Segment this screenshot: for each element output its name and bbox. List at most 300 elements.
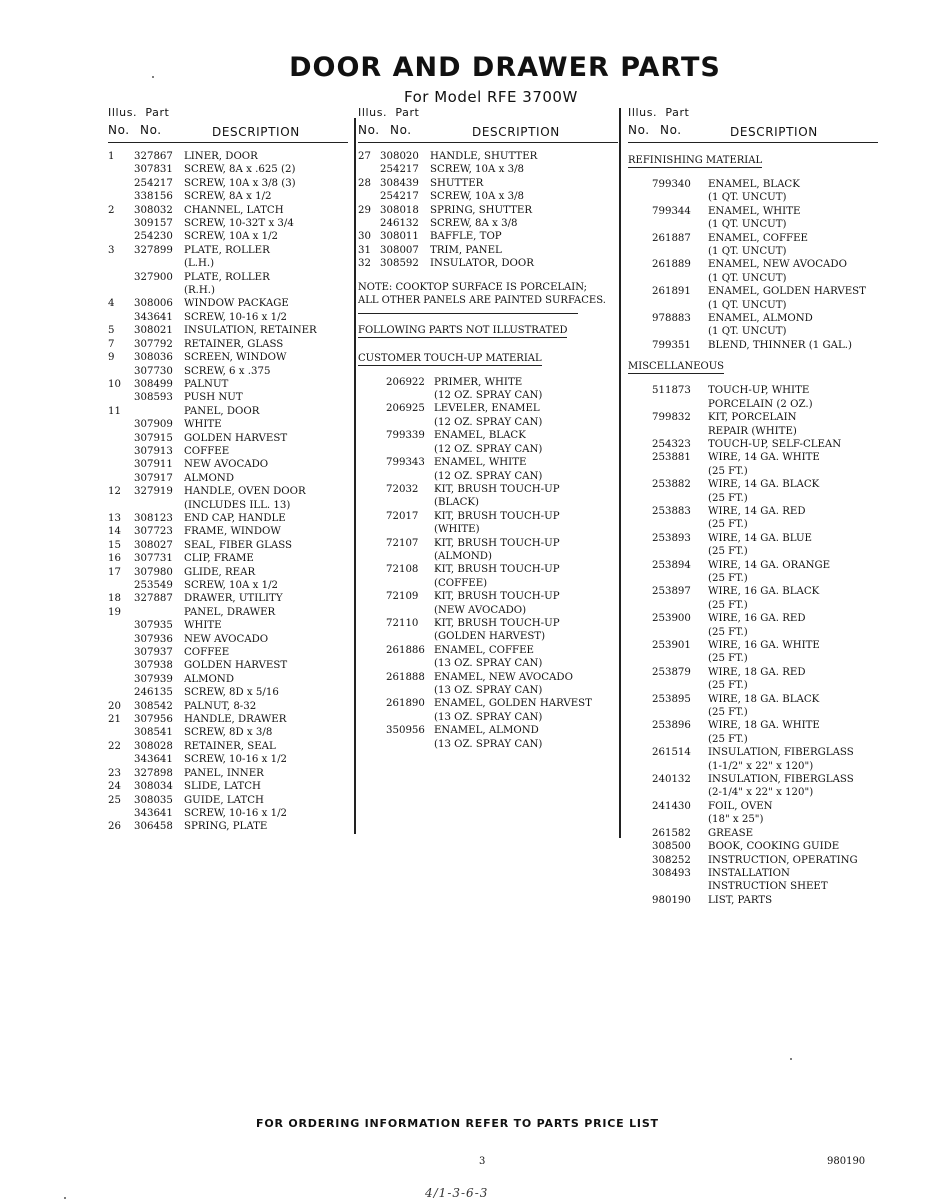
header-description: DESCRIPTION <box>212 125 300 139</box>
illus-number <box>358 684 386 697</box>
part-number: 350956 <box>386 725 425 737</box>
parts-row <box>108 432 348 445</box>
part-number: 253900 <box>652 613 691 625</box>
illus-number: 23 <box>108 767 121 779</box>
illus-number <box>108 445 134 458</box>
part-description: (25 FT.) <box>708 653 748 665</box>
parts-row <box>628 840 878 853</box>
parts-row <box>628 666 878 679</box>
illus-number <box>628 827 652 840</box>
illus-number <box>358 163 380 176</box>
part-number: 308439 <box>380 177 419 189</box>
parts-row <box>358 644 618 657</box>
part-description: SEAL, FIBER GLASS <box>184 539 292 551</box>
header-description: DESCRIPTION <box>472 125 560 139</box>
illus-number <box>358 590 386 603</box>
header-rule <box>628 142 878 143</box>
part-description: NEW AVOCADO <box>184 459 269 471</box>
illus-number <box>628 258 652 271</box>
part-description: (13 OZ. SPRAY CAN) <box>434 658 543 670</box>
part-number: 307730 <box>134 365 173 377</box>
part-number <box>652 272 708 285</box>
part-number: 308252 <box>652 854 691 866</box>
illus-number <box>628 285 652 298</box>
illus-number <box>108 271 134 284</box>
part-description: LEVELER, ENAMEL <box>434 403 540 415</box>
part-description: (1 QT. UNCUT) <box>708 219 787 231</box>
part-description: SCREW, 8A x 3/8 <box>430 218 518 230</box>
part-number: 307913 <box>134 445 173 457</box>
part-number <box>652 733 708 746</box>
illus-number: 16 <box>108 553 121 565</box>
part-description: (12 OZ. SPRAY CAN) <box>434 390 543 402</box>
header-illus: Illus. Part <box>628 106 690 119</box>
parts-row <box>108 619 348 632</box>
part-description: (COFFEE) <box>434 577 488 589</box>
parts-row <box>628 245 878 258</box>
parts-row <box>628 205 878 218</box>
part-number: 308500 <box>652 841 691 853</box>
illus-number <box>358 416 386 429</box>
part-number: 338156 <box>134 191 173 203</box>
part-description: (12 OZ. SPRAY CAN) <box>434 443 543 455</box>
illus-number <box>628 478 652 491</box>
part-number: 253894 <box>652 559 691 571</box>
illus-number <box>108 458 134 471</box>
part-number: 253896 <box>652 720 691 732</box>
part-description: NEW AVOCADO <box>184 633 269 645</box>
illus-number <box>628 492 652 505</box>
refinishing-list <box>628 178 878 352</box>
part-description: WIRE, 14 GA. ORANGE <box>708 559 831 571</box>
parts-row <box>108 499 348 512</box>
part-number <box>386 684 434 697</box>
part-number <box>652 299 708 312</box>
illus-number <box>358 510 386 523</box>
parts-row <box>108 244 348 257</box>
part-number: 206922 <box>386 376 425 388</box>
part-number: 253893 <box>652 532 691 544</box>
part-number: 246132 <box>380 218 419 230</box>
illus-number <box>358 630 386 643</box>
illus-number <box>108 230 134 243</box>
part-description: (NEW AVOCADO) <box>434 604 527 616</box>
illus-number <box>628 218 652 231</box>
parts-row <box>628 532 878 545</box>
illus-number <box>108 432 134 445</box>
part-description: HANDLE, DRAWER <box>184 714 287 726</box>
parts-row <box>628 191 878 204</box>
part-description: PALNUT, 8-32 <box>184 700 257 712</box>
part-number <box>652 191 708 204</box>
parts-row <box>358 537 618 550</box>
part-number <box>652 626 708 639</box>
part-number: 308011 <box>380 231 419 243</box>
parts-row <box>358 550 618 563</box>
parts-row <box>628 559 878 572</box>
part-description: (25 FT.) <box>708 680 748 692</box>
part-description: SCREW, 10A x 3/8 <box>430 164 524 176</box>
part-number: 261886 <box>386 644 425 656</box>
parts-row <box>628 411 878 424</box>
part-description: PALNUT <box>184 378 229 390</box>
illus-number <box>108 726 134 739</box>
parts-row <box>628 545 878 558</box>
illus-number <box>358 470 386 483</box>
part-number: 799351 <box>652 339 691 351</box>
parts-column-1 <box>108 106 348 834</box>
parts-row <box>628 312 878 325</box>
part-description: SCREW, 6 x .375 <box>184 365 271 377</box>
part-description: (13 OZ. SPRAY CAN) <box>434 738 543 750</box>
parts-row <box>358 217 618 230</box>
illus-number: 24 <box>108 781 121 793</box>
part-description: WIRE, 16 GA. WHITE <box>708 640 820 651</box>
part-number: 307915 <box>134 432 173 444</box>
parts-row <box>628 854 878 867</box>
part-description: LINER, DOOR <box>184 151 258 162</box>
part-number: 253549 <box>134 580 173 591</box>
parts-row <box>358 697 618 710</box>
illus-number <box>358 577 386 590</box>
parts-row <box>628 760 878 773</box>
part-number <box>652 572 708 585</box>
part-number: 308021 <box>134 325 173 337</box>
header-part-no: No. <box>140 123 162 137</box>
header-rule <box>358 142 618 143</box>
part-description: INSULATION, RETAINER <box>184 325 317 337</box>
illus-number: 2 <box>108 204 115 216</box>
part-number: 308034 <box>134 781 173 793</box>
illus-number: 3 <box>108 244 115 256</box>
part-description: (25 FT.) <box>708 546 748 558</box>
illus-number: 13 <box>108 512 121 524</box>
part-number: 261887 <box>652 232 691 244</box>
part-description: WHITE <box>184 419 222 431</box>
illus-number <box>628 612 652 625</box>
parts-row <box>108 391 348 404</box>
illus-number <box>108 633 134 646</box>
part-description: (13 OZ. SPRAY CAN) <box>434 685 543 696</box>
part-number: 72110 <box>386 617 419 629</box>
part-description: (1 QT. UNCUT) <box>708 246 787 258</box>
part-description: PANEL, DRAWER <box>184 606 276 618</box>
parts-list <box>108 150 348 834</box>
illus-number <box>628 312 652 325</box>
parts-row <box>108 726 348 739</box>
part-number: 72109 <box>386 591 419 603</box>
part-description: SCREW, 10-16 x 1/2 <box>184 754 288 766</box>
parts-row <box>628 258 878 271</box>
part-description: END CAP, HANDLE <box>184 512 286 524</box>
part-number: 306458 <box>134 821 173 833</box>
illus-number <box>108 472 134 485</box>
part-description: KIT, BRUSH TOUCH-UP <box>434 564 560 576</box>
parts-row <box>108 324 348 337</box>
illus-number <box>108 418 134 431</box>
part-number <box>386 630 434 643</box>
part-number: 72032 <box>386 483 419 495</box>
illus-number <box>358 697 386 710</box>
parts-row <box>358 204 618 217</box>
illus-number <box>358 724 386 737</box>
parts-row <box>358 724 618 737</box>
column-header <box>628 106 878 142</box>
header-rule <box>108 142 348 143</box>
parts-row <box>628 398 878 411</box>
parts-row <box>628 272 878 285</box>
part-number: 343641 <box>134 754 173 766</box>
page-number: 3 <box>479 1156 486 1167</box>
illus-number: 15 <box>108 539 121 551</box>
parts-row <box>358 443 618 456</box>
note-line: NOTE: COOKTOP SURFACE IS PORCELAIN; <box>358 281 587 293</box>
parts-row <box>628 880 878 893</box>
part-description: (2-1/4" x 22" x 120") <box>708 787 814 799</box>
part-number: 307935 <box>134 620 173 632</box>
part-number <box>652 518 708 531</box>
parts-row <box>628 706 878 719</box>
part-description: GLIDE, REAR <box>184 566 256 578</box>
illus-number <box>628 666 652 679</box>
part-number: 308123 <box>134 512 173 524</box>
parts-row <box>358 496 618 509</box>
part-number: 343641 <box>134 807 173 819</box>
parts-row <box>358 150 618 163</box>
parts-row <box>628 218 878 231</box>
illus-number <box>628 451 652 464</box>
illus-number <box>628 545 652 558</box>
part-description: ENAMEL, NEW AVOCADO <box>708 259 847 271</box>
part-description: (GOLDEN HARVEST) <box>434 631 546 643</box>
illus-number <box>628 178 652 191</box>
part-description: ENAMEL, WHITE <box>434 457 527 469</box>
illus-number <box>628 813 652 826</box>
header-part-no: No. <box>390 123 412 137</box>
header-illus-no: No. <box>628 123 650 137</box>
part-description: DRAWER, UTILITY <box>184 593 283 605</box>
illus-number <box>358 711 386 724</box>
part-description: WIRE, 18 GA. WHITE <box>708 720 820 732</box>
part-description: ENAMEL, NEW AVOCADO <box>434 671 573 683</box>
parts-row <box>108 338 348 351</box>
part-description: ENAMEL, GOLDEN HARVEST <box>434 698 592 710</box>
part-description: PORCELAIN (2 OZ.) <box>708 398 813 410</box>
column-divider <box>619 108 621 838</box>
parts-row <box>628 585 878 598</box>
part-description: BOOK, COOKING GUIDE <box>708 841 840 853</box>
parts-row <box>628 518 878 531</box>
illus-number: 19 <box>108 606 121 618</box>
parts-row <box>108 445 348 458</box>
illus-number: 26 <box>108 821 121 833</box>
touchup-heading: CUSTOMER TOUCH-UP MATERIAL <box>358 352 542 364</box>
part-number: 254323 <box>652 438 691 450</box>
part-number: 307980 <box>134 566 173 578</box>
illus-number: 11 <box>108 405 121 417</box>
parts-row <box>108 740 348 753</box>
part-number <box>652 706 708 719</box>
illus-number <box>628 894 652 907</box>
part-number <box>386 550 434 563</box>
header-illus-no: No. <box>358 123 380 137</box>
illus-number <box>628 854 652 867</box>
illus-number <box>628 232 652 245</box>
illus-number: 17 <box>108 566 121 578</box>
part-description: SPRING, PLATE <box>184 821 268 833</box>
illus-number <box>358 671 386 684</box>
part-description: ALMOND <box>184 472 234 484</box>
illus-number: 18 <box>108 593 121 605</box>
illus-number <box>628 880 652 893</box>
part-number <box>652 325 708 338</box>
parts-row <box>358 177 618 190</box>
part-description: KIT, BRUSH TOUCH-UP <box>434 510 560 522</box>
part-number: 308007 <box>380 244 419 256</box>
illus-number <box>628 438 652 451</box>
part-description: KIT, BRUSH TOUCH-UP <box>434 591 560 603</box>
parts-row <box>358 257 618 270</box>
surface-note <box>358 281 618 307</box>
illus-number <box>628 760 652 773</box>
illus-number <box>108 646 134 659</box>
parts-row <box>628 299 878 312</box>
parts-row <box>108 753 348 766</box>
part-number: 327887 <box>134 593 173 605</box>
illus-number: 10 <box>108 378 121 390</box>
part-description: PANEL, DOOR <box>184 405 260 417</box>
parts-row <box>358 190 618 203</box>
illus-number <box>358 550 386 563</box>
parts-row <box>628 679 878 692</box>
illus-number <box>628 867 652 880</box>
column-divider <box>354 118 356 834</box>
ordering-note: FOR ORDERING INFORMATION REFER TO PARTS PRICE LIST <box>256 1117 659 1130</box>
part-description: WIRE, 16 GA. RED <box>708 613 806 625</box>
part-number: 253901 <box>652 640 691 651</box>
parts-row <box>628 599 878 612</box>
illus-number <box>628 733 652 746</box>
part-number: 261888 <box>386 671 425 683</box>
parts-row <box>628 438 878 451</box>
part-description: (R.H.) <box>184 285 215 297</box>
part-description: ENAMEL, BLACK <box>434 430 526 442</box>
part-description: WIRE, 14 GA. BLUE <box>708 532 812 544</box>
part-description: BAFFLE, TOP <box>430 231 502 243</box>
parts-row <box>108 552 348 565</box>
part-number <box>652 245 708 258</box>
part-description: HANDLE, OVEN DOOR <box>184 486 306 498</box>
parts-row <box>628 339 878 352</box>
not-illustrated-heading: FOLLOWING PARTS NOT ILLUSTRATED <box>358 324 568 336</box>
part-description: TRIM, PANEL <box>430 244 502 256</box>
parts-row <box>108 794 348 807</box>
part-description: CHANNEL, LATCH <box>184 204 284 216</box>
part-description: (13 OZ. SPRAY CAN) <box>434 711 543 723</box>
illus-number: 5 <box>108 325 115 337</box>
parts-row <box>358 604 618 617</box>
illus-number <box>628 339 652 352</box>
parts-row <box>628 894 878 907</box>
part-number <box>386 523 434 536</box>
part-description: ENAMEL, COFFEE <box>434 644 534 656</box>
parts-row <box>628 773 878 786</box>
parts-row <box>628 425 878 438</box>
illus-number <box>628 800 652 813</box>
parts-row <box>108 579 348 592</box>
section-rule <box>358 313 578 320</box>
part-description: FRAME, WINDOW <box>184 526 281 538</box>
illus-number <box>628 559 652 572</box>
part-description: KIT, BRUSH TOUCH-UP <box>434 537 560 549</box>
parts-column-2 <box>358 106 618 751</box>
parts-row <box>358 429 618 442</box>
parts-row <box>358 523 618 536</box>
illus-number <box>628 411 652 424</box>
illus-number: 29 <box>358 204 371 216</box>
parts-row <box>358 163 618 176</box>
part-number: 253881 <box>652 452 691 464</box>
parts-row <box>358 470 618 483</box>
part-number: 308032 <box>134 204 173 216</box>
part-description: (25 FT.) <box>708 733 748 745</box>
part-description: INSULATION, FIBERGLASS <box>708 774 854 786</box>
illus-number <box>108 177 134 190</box>
parts-row <box>628 285 878 298</box>
illus-number <box>108 391 134 404</box>
part-description: KIT, BRUSH TOUCH-UP <box>434 617 560 629</box>
parts-row <box>358 657 618 670</box>
parts-row <box>108 311 348 324</box>
scan-speck <box>790 1058 792 1060</box>
illus-number: 4 <box>108 298 115 310</box>
illus-number <box>628 505 652 518</box>
part-description: WIRE, 14 GA. WHITE <box>708 452 820 464</box>
part-number <box>386 443 434 456</box>
part-number: 307831 <box>134 164 173 176</box>
part-description: PLATE, ROLLER <box>184 244 270 256</box>
illus-number <box>628 518 652 531</box>
parts-row <box>628 626 878 639</box>
parts-row <box>108 700 348 713</box>
parts-row <box>108 646 348 659</box>
parts-row <box>108 418 348 431</box>
part-number <box>652 218 708 231</box>
parts-row <box>108 177 348 190</box>
parts-row <box>108 271 348 284</box>
parts-row <box>628 572 878 585</box>
part-description: KIT, BRUSH TOUCH-UP <box>434 483 560 495</box>
part-description: (25 FT.) <box>708 707 748 719</box>
illus-number <box>108 686 134 699</box>
scan-speck <box>152 76 154 78</box>
illus-number <box>628 786 652 799</box>
part-description: TOUCH-UP, WHITE <box>708 385 810 397</box>
illus-number <box>358 563 386 576</box>
parts-row <box>108 606 348 619</box>
part-number: 254217 <box>380 191 419 203</box>
part-number: 307917 <box>134 472 173 484</box>
illus-number <box>628 572 652 585</box>
parts-row <box>108 713 348 726</box>
illus-number <box>108 284 134 297</box>
part-number: 261582 <box>652 827 691 839</box>
part-description: HANDLE, SHUTTER <box>430 151 538 162</box>
illus-number: 12 <box>108 486 121 498</box>
part-number: 246135 <box>134 687 173 699</box>
part-number: 254217 <box>134 177 173 189</box>
part-number: 307911 <box>134 459 173 471</box>
